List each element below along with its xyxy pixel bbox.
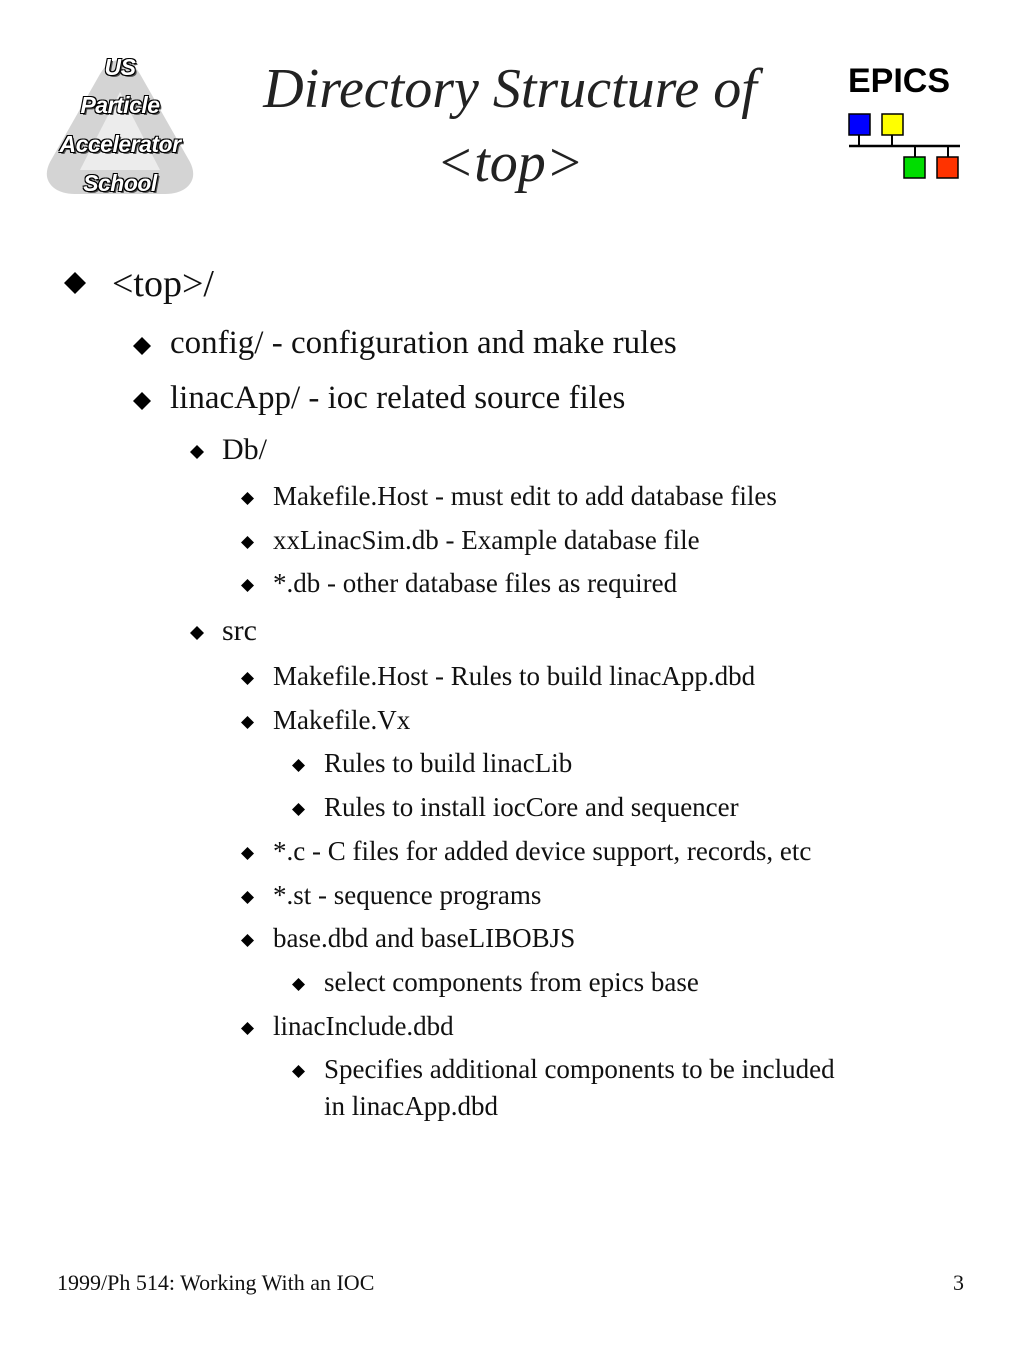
- list-item-text: linacInclude.dbd: [273, 1011, 454, 1041]
- diamond-bullet-icon: [291, 977, 306, 997]
- footer-course: 1999/Ph 514: Working With an IOC: [57, 1270, 375, 1295]
- diamond-bullet-icon: [240, 715, 255, 735]
- logo-line-accelerator: Accelerator: [59, 131, 181, 157]
- list-item-text: Rules to install iocCore and sequencer: [324, 792, 739, 822]
- list-item-text: Makefile.Host - Rules to build linacApp.dbd: [273, 661, 756, 691]
- diamond-bullet-icon: [240, 578, 255, 598]
- list-item-text: select components from epics base: [324, 967, 699, 997]
- list-item-text: in linacApp.dbd: [324, 1091, 498, 1121]
- diamond-bullet-icon: [291, 1064, 306, 1084]
- list-item-text: xxLinacSim.db - Example database file: [273, 525, 700, 555]
- diamond-bullet-icon: [240, 890, 255, 910]
- list-item-text: *.c - C files for added device support, records, etc: [273, 836, 812, 866]
- list-item-text: <top>/: [112, 263, 214, 305]
- list-item-text: Specifies additional components to be included: [324, 1054, 835, 1084]
- list-item-text: Db/: [222, 433, 267, 466]
- diamond-bullet-icon: [240, 846, 255, 866]
- diamond-bullet-icon: [291, 758, 306, 778]
- diamond-bullet-icon: [240, 491, 255, 511]
- title-line-1: Directory Structure of: [263, 58, 757, 120]
- diamond-bullet-icon: [291, 802, 306, 822]
- list-item-text: Makefile.Vx: [273, 705, 411, 735]
- diamond-bullet-icon: [240, 535, 255, 555]
- list-item-text: linacApp/ - ioc related source files: [170, 380, 626, 416]
- diamond-bullet-icon: [132, 391, 152, 416]
- diamond-bullet-icon: [240, 933, 255, 953]
- logo-line-school: School: [83, 170, 157, 196]
- list-item-text: *.db - other database files as required: [273, 568, 678, 598]
- list-item-text: config/ - configuration and make rules: [170, 325, 677, 361]
- list-item-text: src: [222, 614, 257, 647]
- list-item-text: *.st - sequence programs: [273, 880, 542, 910]
- diamond-bullet-icon: [240, 671, 255, 691]
- diamond-bullet-icon: [189, 625, 205, 646]
- list-item-text: Makefile.Host - must edit to add database files: [273, 481, 777, 511]
- list-item-text: base.dbd and baseLIBOBJS: [273, 923, 576, 953]
- logo-line-particle: Particle: [80, 92, 160, 118]
- logo-line-us: US: [104, 54, 136, 80]
- diamond-bullet-icon: [240, 1021, 255, 1041]
- page-number: 3: [953, 1270, 964, 1295]
- diamond-bullet-icon: [62, 270, 88, 301]
- diamond-bullet-icon: [132, 336, 152, 361]
- diamond-bullet-icon: [189, 444, 205, 465]
- epics-label: EPICS: [848, 62, 951, 100]
- title-line-2: <top>: [436, 132, 584, 194]
- list-item-text: Rules to build linacLib: [324, 748, 573, 778]
